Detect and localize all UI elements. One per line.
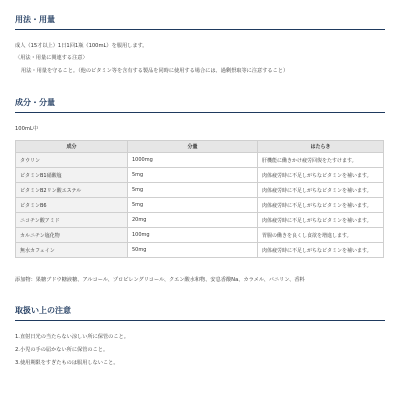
ingredient-name: ビタミンB6 — [16, 198, 128, 213]
ingredient-effect: 肉体疲労時に不足しがちなビタミンを補います。 — [258, 213, 384, 228]
ingredients-title-rule — [15, 112, 385, 113]
handling-item: 3.使用期限をすぎたものは服用しないこと。 — [15, 360, 119, 366]
header-cell-name: 成分 — [16, 141, 128, 153]
ingredient-name: ビタミンB2リン酸エステル — [16, 183, 128, 198]
ingredient-effect: 胃腸の働きを良くし食欲を増進します。 — [258, 228, 384, 243]
table-row — [16, 153, 384, 168]
ingredient-effect: 肉体疲労時に不足しがちなビタミンを補います。 — [258, 243, 384, 258]
ingredient-amount: 50mg — [128, 243, 258, 258]
header-cell-amount: 分量 — [128, 141, 258, 153]
usage-title-rule — [15, 29, 385, 30]
table-row — [16, 243, 384, 258]
ingredient-amount: 100mg — [128, 228, 258, 243]
table-row — [16, 198, 384, 213]
handling-title: 取扱い上の注意 — [15, 306, 71, 315]
ingredient-amount: 5mg — [128, 183, 258, 198]
ingredient-effect: 肝機能に働きかけ疲労回復をたすけます。 — [258, 153, 384, 168]
additives-text: 添加物：果糖ブドウ糖液糖、アルコール、プロピレングリコール、クエン酸水和物、安息香酸Na、カラメル、バニリン、香料 — [15, 277, 305, 283]
ingredient-amount: 5mg — [128, 198, 258, 213]
usage-note-heading: 〈用法・用量に関連する注意〉 — [15, 55, 88, 61]
ingredient-effect: 肉体疲労時に不足しがちなビタミンを補います。 — [258, 198, 384, 213]
table-row — [16, 183, 384, 198]
ingredients-section-header — [15, 98, 385, 114]
ingredient-effect: 肉体疲労時に不足しがちなビタミンを補います。 — [258, 183, 384, 198]
ingredient-name: ニコチン酸アミド — [16, 213, 128, 228]
ingredient-name: 無水カフェイン — [16, 243, 128, 258]
ingredients-table — [15, 140, 384, 258]
handling-title-rule — [15, 320, 385, 321]
handling-item: 1.直射日光の当たらない涼しい所に保管のこと。 — [15, 334, 129, 340]
usage-note-text: 用法・用量を守ること。（他のビタミン等を含有する製品を同時に使用する場合には、過剰摂取等に注意すること） — [21, 68, 289, 74]
handling-section-header — [15, 306, 385, 322]
usage-dosage-text: 成人（15才以上）1日1回1瓶（100mL）を服用します。 — [15, 43, 148, 49]
ingredient-amount: 5mg — [128, 168, 258, 183]
handling-item: 2.小児の手の届かない所に保管のこと。 — [15, 347, 109, 353]
usage-section-header — [15, 15, 385, 31]
table-row — [16, 168, 384, 183]
ingredients-title: 成分・分量 — [15, 98, 55, 107]
ingredient-name: ビタミンB1硝酸塩 — [16, 168, 128, 183]
ingredient-name: カルニチン塩化物 — [16, 228, 128, 243]
usage-title: 用法・用量 — [15, 15, 55, 24]
ingredients-header-row — [16, 141, 384, 153]
table-row — [16, 228, 384, 243]
ingredient-name: タウリン — [16, 153, 128, 168]
table-row — [16, 213, 384, 228]
header-cell-effect: はたらき — [258, 141, 384, 153]
ingredient-amount: 1000mg — [128, 153, 258, 168]
ingredient-effect: 肉体疲労時に不足しがちなビタミンを補います。 — [258, 168, 384, 183]
ingredients-per-label: 100mL中 — [15, 126, 39, 132]
ingredient-amount: 20mg — [128, 213, 258, 228]
